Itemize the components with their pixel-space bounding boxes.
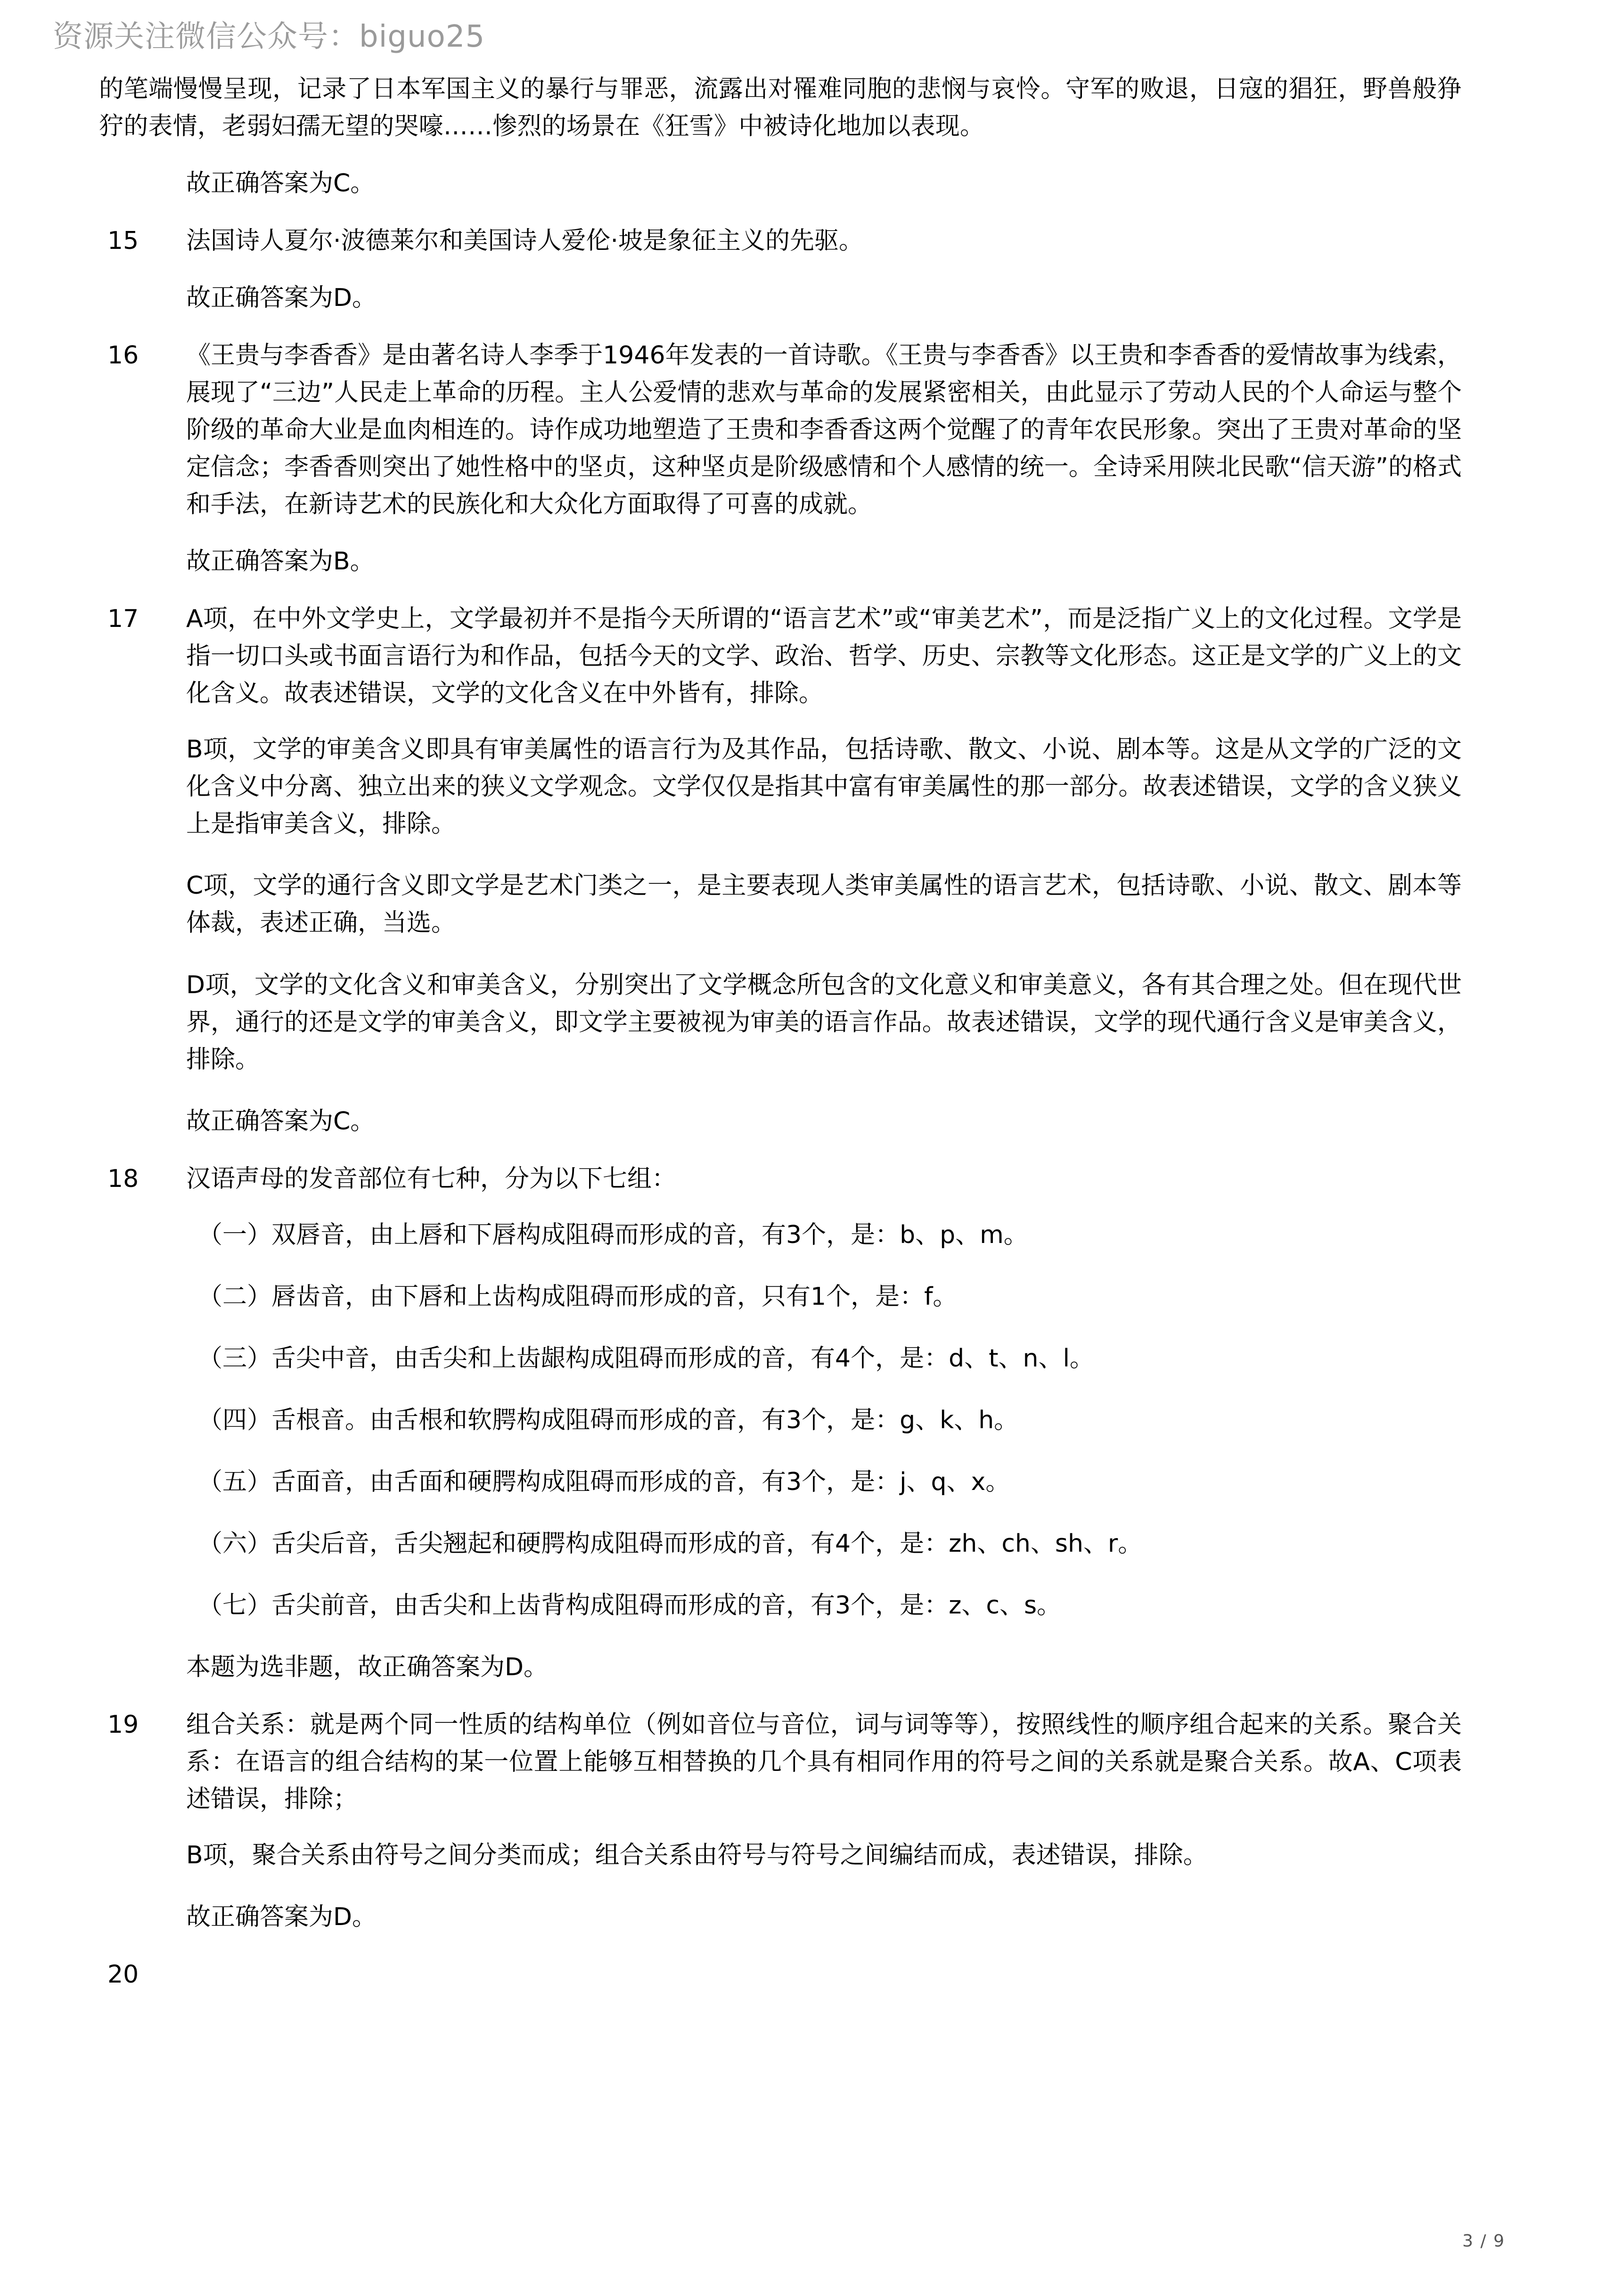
item-answer-17: 故正确答案为C。 — [186, 1107, 375, 1136]
list-item-18-7: （七）舌尖前音，由舌尖和上齿背构成阻碍而形成的音，有3个，是：z、c、s。 — [198, 1591, 1062, 1620]
list-item-18-3: （三）舌尖中音，由舌尖和上齿龈构成阻碍而形成的音，有4个，是：d、t、n、l。 — [198, 1344, 1094, 1373]
item-17-option-c: C项，文学的通行含义即文学是艺术门类之一，是主要表现人类审美属性的语言艺术，包括诗歌、小说、散文、剧本等体裁，表述正确，当选。 — [186, 872, 1462, 938]
list-item-18-4: （四）舌根音。由舌根和软腭构成阻碍而形成的音，有3个，是：g、k、h。 — [198, 1406, 1019, 1434]
item-number-18: 18 — [107, 1164, 139, 1193]
continuation-answer-line: 故正确答案为C。 — [186, 169, 375, 198]
question-item-15 — [0, 222, 1622, 260]
question-item-19 — [0, 1706, 1622, 1818]
watermark-text: 资源关注微信公众号：biguo25 — [53, 19, 485, 54]
item-body-19: 组合关系：就是两个同一性质的结构单位（例如音位与音位，词与词等等），按照线性的顺序组合起来的关系。聚合关系：在语言的组合结构的某一位置上能够互相替换的几个具有相同作用的符号之间的关系就是聚合关系。故A、C项表述错误，排除； — [186, 1710, 1462, 1813]
item-17-option-d: D项，文学的文化含义和审美含义，分别突出了文学概念所包含的文化意义和审美意义，各有其合理之处。但在现代世界，通行的还是文学的审美含义，即文学主要被视为审美的语言作品。故表述错误，文学的现代通行含义是审美含义，排除。 — [186, 971, 1462, 1074]
item-number-19: 19 — [107, 1710, 139, 1739]
list-item-18-2: （二）唇齿音，由下唇和上齿构成阻碍而形成的音，只有1个，是：f。 — [198, 1282, 958, 1311]
item-number-20: 20 — [107, 1960, 139, 1989]
list-item-18-1: （一）双唇音，由上唇和下唇构成阻碍而形成的音，有3个，是：b、p、m。 — [198, 1220, 1028, 1249]
list-item-18-6: （六）舌尖后音，舌尖翘起和硬腭构成阻碍而形成的音，有4个，是：zh、ch、sh、r。 — [198, 1529, 1143, 1558]
item-body-18: 汉语声母的发音部位有七种，分为以下七组： — [186, 1164, 677, 1193]
item-answer-19: 故正确答案为D。 — [186, 1902, 377, 1931]
continuation-paragraph: 的笔端慢慢呈现，记录了日本军国主义的暴行与罪恶，流露出对罹难同胞的悲悯与哀怜。守军的败退，日寇的猖狂，野兽般狰狞的表情，老弱妇孺无望的哭嚎……惨烈的场景在《狂雪》中被诗化地加以表现。 — [99, 75, 1462, 141]
page-number-footer: 3 / 9 — [1462, 2231, 1505, 2251]
item-body-15: 法国诗人夏尔·波德莱尔和美国诗人爱伦·坡是象征主义的先驱。 — [186, 227, 864, 255]
item-number-16: 16 — [107, 341, 139, 370]
item-body-16: 《王贵与李香香》是由著名诗人李季于1946年发表的一首诗歌。《王贵与李香香》以王贵和李香香的爱情故事为线索，展现了“三边”人民走上革命的历程。主人公爱情的悲欢与革命的发展紧密相关，由此显示了劳动人民的个人命运与整个阶级的革命大业是血肉相连的。诗作成功地塑造了王贵和李香香这两个觉醒了的青年农民形象。突出了王贵对革命的坚定信念；李香香则突出了她性格中的坚贞，这种坚贞是阶级感情和个人感情的统一。全诗采用陕北民歌“信天游”的格式和手法，在新诗艺术的民族化和大众化方面取得了可喜的成就。 — [186, 341, 1462, 519]
question-item-18 — [0, 1160, 1622, 1198]
question-item-16 — [0, 337, 1622, 523]
list-item-18-5: （五）舌面音，由舌面和硬腭构成阻碍而形成的音，有3个，是：j、q、x。 — [198, 1467, 1010, 1496]
item-number-15: 15 — [107, 227, 139, 255]
item-body-20 — [186, 1956, 1462, 1993]
question-item-20 — [0, 1956, 1622, 1993]
document-content — [0, 71, 1622, 1993]
item-body-17: A项，在中外文学史上，文学最初并不是指今天所谓的“语言艺术”或“审美艺术”，而是泛指广义上的文化过程。文学是指一切口头或书面言语行为和作品，包括今天的文学、政治、哲学、历史、宗教等文化形态。这正是文学的广义上的文化含义。故表述错误，文学的文化含义在中外皆有，排除。 — [186, 605, 1462, 708]
item-answer-18: 本题为选非题，故正确答案为D。 — [186, 1653, 549, 1681]
item-19-option-b: B项，聚合关系由符号之间分类而成；组合关系由符号与符号之间编结而成，表述错误，排除。 — [186, 1841, 1208, 1869]
item-answer-16: 故正确答案为B。 — [186, 547, 375, 576]
item-17-option-b: B项，文学的审美含义即具有审美属性的语言行为及其作品，包括诗歌、散文、小说、剧本等。这是从文学的广泛的文化含义中分离、独立出来的狭义文学观念。文学仅仅是指其中富有审美属性的那一部分。故表述错误，文学的含义狭义上是指审美含义，排除。 — [186, 735, 1462, 839]
question-item-17 — [0, 601, 1622, 712]
item-number-17: 17 — [107, 605, 139, 634]
item-answer-15: 故正确答案为D。 — [186, 284, 377, 313]
